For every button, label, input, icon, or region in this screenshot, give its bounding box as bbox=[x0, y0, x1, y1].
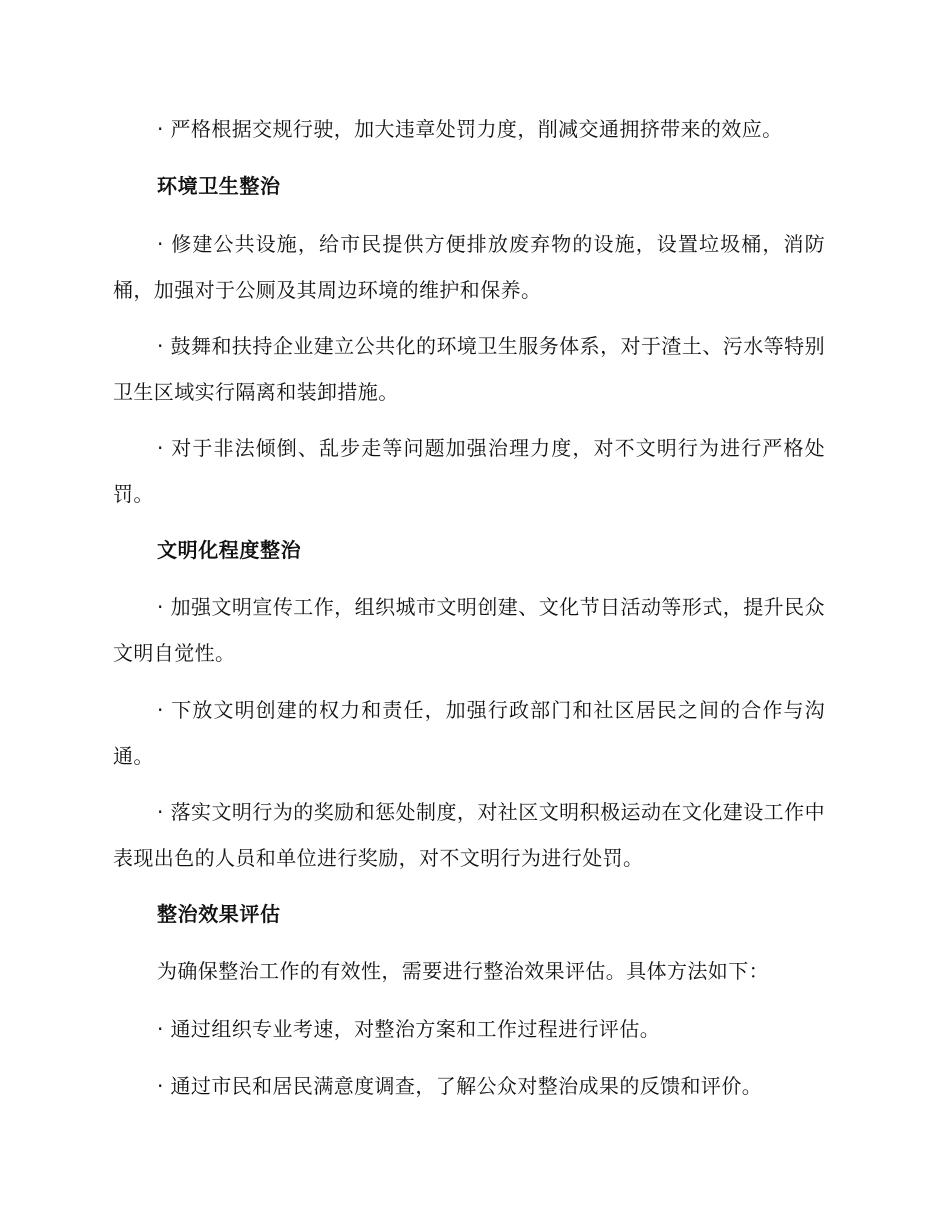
heading-civilization-level: 文明化程度整治 bbox=[157, 538, 302, 562]
bullet-sanitation-service-system: · 鼓舞和扶持企业建立公共化的环境卫生服务体系，对于渣土、污水等特别卫生区域实行隔离和装卸措施。 bbox=[113, 334, 825, 404]
bullet-satisfaction-survey: · 通过市民和居民满意度调查，了解公众对整治成果的反馈和评价。 bbox=[157, 1074, 763, 1098]
bullet-traffic-rules: · 严格根据交规行驶，加大违章处罚力度，削减交通拥挤带来的效应。 bbox=[157, 117, 783, 141]
evaluation-intro: 为确保整治工作的有效性，需要进行整治效果评估。具体方法如下： bbox=[157, 959, 769, 983]
bullet-civilization-publicity: · 加强文明宣传工作，组织城市文明创建、文化节日活动等形式，提升民众文明自觉性。 bbox=[113, 595, 825, 665]
bullet-public-facilities: · 修建公共设施，给市民提供方便排放废弃物的设施，设置垃圾桶，消防桶，加强对于公厕及其周边环境的维护和保养。 bbox=[113, 232, 825, 302]
heading-effect-evaluation: 整治效果评估 bbox=[157, 902, 281, 926]
bullet-delegate-responsibility: · 下放文明创建的权力和责任，加强行政部门和社区居民之间的合作与沟通。 bbox=[113, 698, 825, 768]
bullet-illegal-dumping: · 对于非法倾倒、乱步走等问题加强治理力度，对不文明行为进行严格处罚。 bbox=[113, 436, 825, 506]
bullet-professional-assessment: · 通过组织专业考速，对整治方案和工作过程进行评估。 bbox=[157, 1017, 661, 1041]
heading-environment-sanitation: 环境卫生整治 bbox=[157, 174, 281, 198]
bullet-reward-punishment: · 落实文明行为的奖励和惩处制度，对社区文明积极运动在文化建设工作中表现出色的人员和单位进行奖励，对不文明行为进行处罚。 bbox=[113, 800, 825, 870]
